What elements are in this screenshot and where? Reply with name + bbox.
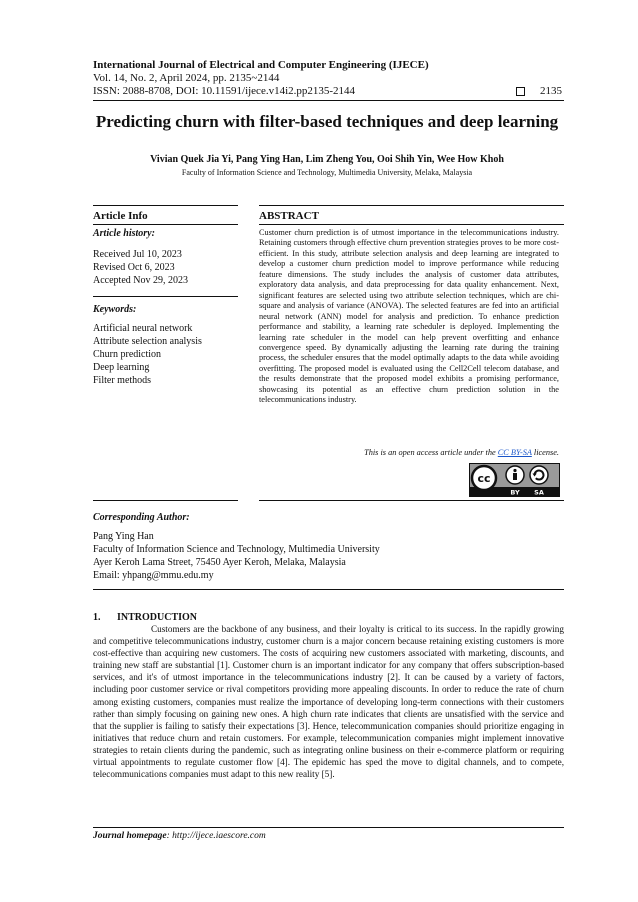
header-divider <box>93 100 564 101</box>
section-title: INTRODUCTION <box>117 612 198 623</box>
license-suffix: license. <box>531 448 559 457</box>
keyword-item: Deep learning <box>93 362 150 373</box>
introduction-heading <box>93 612 197 623</box>
share-alike-icon <box>530 466 548 484</box>
journal-volume-info: Vol. 14, No. 2, April 2024, pp. 2135~2144 <box>93 72 280 84</box>
journal-name: International Journal of Electrical and Computer Engineering (IJECE) <box>93 59 429 71</box>
license-prefix: This is an open access article under the <box>364 448 498 457</box>
corresponding-author-email[interactable]: Email: yhpang@mmu.edu.my <box>93 570 214 581</box>
keywords-top-rule <box>93 296 238 297</box>
footer-url[interactable]: : http://ijece.iaescore.com <box>166 831 266 841</box>
corresponding-author-name: Pang Ying Han <box>93 531 154 542</box>
introduction-paragraph: Customers are the backbone of any business, and their loyalty is critical to its success. In the rapidly growing and competitive telecommunications industry, customer churn is a major concern because retaining existing customers is more cost-effective than acquiring new customers. The costs of acquiring new customers associated with marketing, discounts, and training new staff are substantial [1]. Customer churn is an important indicator for any company that offers subscription-based services, and it's of utmost importance in the telecommunications industry [2]. It can be caused by a variety of factors, including poor customer service or rival competitors providing more appealing discounts. In order to reduce the rate of churn among existing customers, companies must realize the importance of developing long-term connections with their customers rather than simply focusing on gaining new ones. A high churn rate indicates that clients are unsatisfied with the service and that the supplier is failing to satisfy their expectations [3]. Hence, telecommunication companies should prioritize engaging in initiatives that reduce churn and retain customers. For example, telecommunication companies might implement innovative strategies to retain clients during the pandemic, such as integrating online business on their e-commerce platform or requiring virtual appointments to regulate customer flow [4]. The epidemic has sped the move to digital channels, and to compete, telecommunications companies must adapt to this new reality [5]. <box>93 624 564 780</box>
license-link[interactable]: CC BY-SA <box>497 448 532 457</box>
article-info-heading-rule <box>93 224 238 225</box>
by-label: BY <box>510 488 520 496</box>
abstract-heading-rule <box>259 224 564 225</box>
abstract-text: Customer churn prediction is of utmost importance in the telecommunications industry. Retaining customers through effective churn prevention strategies proves to be more cost-efficient. In this study, attribute selection analysis and deep learning are integrated to develop a customer churn prediction model to improve performance while reducing feature dimensions. The study includes the analysis of customer data attributes, exploratory data analysis, and data preprocessing for data quality enhancement. Next, significant features are selected using two attribute selection techniques, which are chi-square and analysis of variance (ANOVA). The selected features are fed into an artificial neural network (ANN) model for analysis and prediction. To enhance prediction performance and stability, a learning rate scheduler is deployed. Implementing the learning rate scheduler in the model can help prevent overfitting and enhance convergence speed. By dynamically adjusting the learning rate during the training process, the scheduler ensures that the model optimally adapts to the data while avoiding overfitting. The proposed model is evaluated using the Cell2Cell telecom database, and the results demonstrate that the proposed model exhibits a promising performance, showcasing its potential as an effective churn prediction solution in the telecommunications industry. <box>259 228 559 405</box>
corresponding-author-block <box>93 530 563 582</box>
keywords-heading: Keywords: <box>93 304 137 315</box>
article-info-bottom-rule <box>93 500 238 501</box>
page-number: 2135 <box>540 85 562 97</box>
corresponding-author-heading: Corresponding Author: <box>93 512 190 523</box>
abstract-heading: ABSTRACT <box>259 210 319 222</box>
license-line <box>259 448 559 457</box>
square-bullet-icon <box>516 87 525 96</box>
article-history-list <box>93 248 188 287</box>
affiliation: Faculty of Information Science and Technology, Multimedia University, Melaka, Malaysia <box>181 168 473 177</box>
history-received: Received Jul 10, 2023 <box>93 249 182 260</box>
paper-title: Predicting churn with filter-based techniques and deep learning <box>95 112 559 131</box>
keyword-item: Churn prediction <box>93 349 162 360</box>
footer-label: Journal homepage <box>93 831 167 841</box>
sa-label: SA <box>534 488 544 496</box>
keyword-item: Filter methods <box>93 375 152 386</box>
cc-by-sa-badge-graphic <box>470 464 559 496</box>
keywords-list <box>93 322 202 387</box>
keyword-item: Artificial neural network <box>93 323 193 334</box>
cc-badge-text: cc <box>477 472 491 485</box>
cc-by-sa-badge[interactable] <box>469 463 560 497</box>
abstract-bottom-rule <box>259 500 564 501</box>
corresponding-author-bottom-rule <box>93 589 564 590</box>
abstract-top-rule <box>259 205 564 206</box>
keyword-item: Attribute selection analysis <box>93 336 202 347</box>
history-accepted: Accepted Nov 29, 2023 <box>93 275 188 286</box>
footer-divider <box>93 827 564 828</box>
corresponding-author-department: Faculty of Information Science and Technology, Multimedia University <box>93 544 380 555</box>
section-number: 1. <box>93 612 101 623</box>
journal-issn-doi: ISSN: 2088-8708, DOI: 10.11591/ijece.v14i2.pp2135-2144 <box>93 85 356 97</box>
article-info-heading: Article Info <box>93 210 148 222</box>
author-list: Vivian Quek Jia Yi, Pang Ying Han, Lim Zheng You, Ooi Shih Yin, Wee How Khoh <box>150 154 504 165</box>
journal-homepage-footer <box>93 831 266 841</box>
article-info-top-rule <box>93 205 238 206</box>
corresponding-author-address: Ayer Keroh Lama Street, 75450 Ayer Keroh, Melaka, Malaysia <box>93 557 346 568</box>
article-history-heading: Article history: <box>93 228 155 239</box>
history-revised: Revised Oct 6, 2023 <box>93 262 175 273</box>
